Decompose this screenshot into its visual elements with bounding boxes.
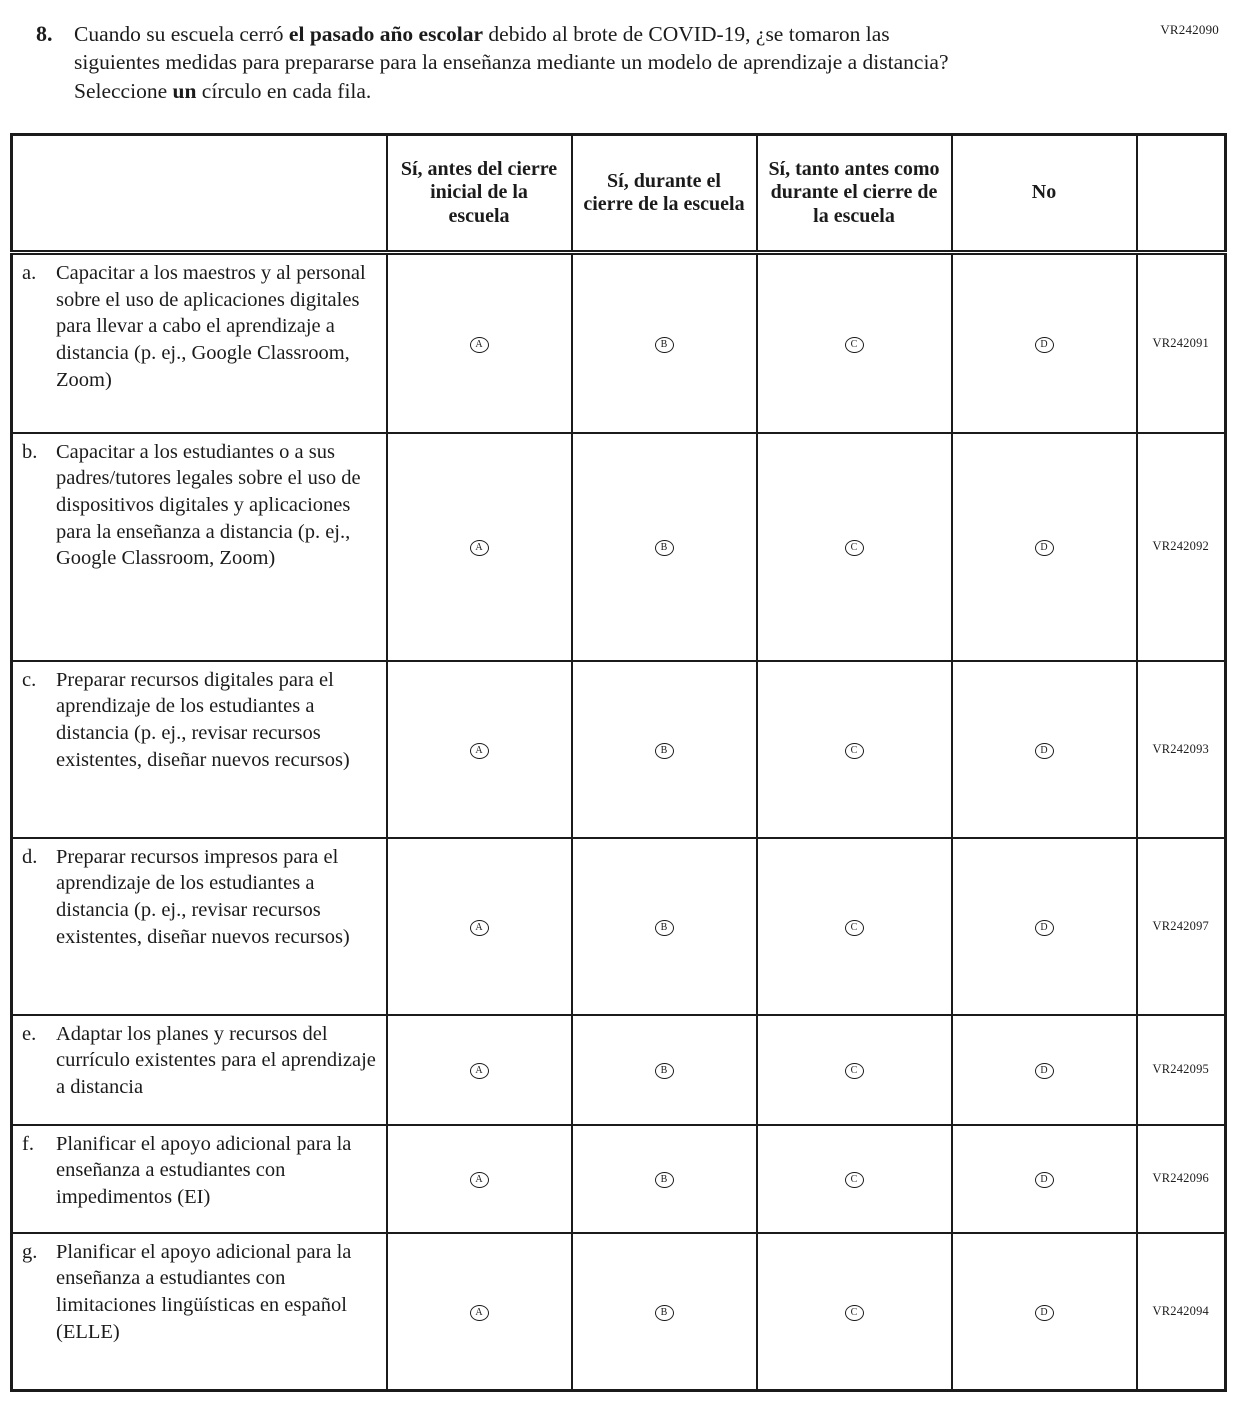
- option-cell: [952, 1125, 1137, 1233]
- row-code-cell: [1137, 1125, 1226, 1233]
- option-cell: [757, 433, 952, 661]
- row-code: VR242093: [1152, 741, 1209, 756]
- option-cell: [387, 661, 572, 838]
- option-bubble-a[interactable]: A: [470, 920, 489, 936]
- option-cell: [387, 1125, 572, 1233]
- row-code: VR242094: [1152, 1303, 1209, 1318]
- option-bubble-a[interactable]: A: [470, 1172, 489, 1188]
- row-code-cell: [1137, 1233, 1226, 1391]
- option-cell: [757, 1233, 952, 1391]
- row-label: Preparar recursos digitales para el aprendizaje de los estudiantes a distancia (p. ej., revisar recursos existentes, diseñar nuevos recursos): [56, 668, 350, 771]
- option-bubble-b[interactable]: B: [655, 1172, 674, 1188]
- row-code-cell: [1137, 253, 1226, 433]
- option-cell: [572, 253, 757, 433]
- table-row-d: [12, 838, 1226, 1015]
- row-label-cell: [12, 1125, 387, 1233]
- row-code-cell: [1137, 1015, 1226, 1125]
- option-bubble-c[interactable]: C: [845, 540, 864, 556]
- question-block: [36, 20, 1016, 105]
- option-cell: [387, 838, 572, 1015]
- row-label: Capacitar a los maestros y al personal sobre el uso de aplicaciones digitales para llevar a cabo el aprendizaje a distancia (p. ej., Google Classroom, Zoom): [56, 262, 366, 391]
- row-label-cell: [12, 1015, 387, 1125]
- table-row-g: [12, 1233, 1226, 1391]
- header-col-no: No: [952, 135, 1137, 253]
- option-cell: [387, 433, 572, 661]
- header-empty-code: [1137, 135, 1226, 253]
- option-bubble-d[interactable]: D: [1035, 743, 1054, 759]
- option-cell: [387, 1015, 572, 1125]
- option-bubble-a[interactable]: A: [470, 337, 489, 353]
- question-text: Cuando su escuela cerró el pasado año escolar debido al brote de COVID-19, ¿se tomaron las siguientes medidas para prepararse para la enseñanza mediante un modelo de aprendizaje a distancia? Seleccione un círculo en cada fila.: [74, 22, 949, 103]
- table-row-a: [12, 253, 1226, 433]
- option-cell: [952, 253, 1137, 433]
- row-label-cell: [12, 433, 387, 661]
- header-col-yes-before: Sí, antes del cierre inicial de la escuela: [387, 135, 572, 253]
- option-cell: [952, 1233, 1137, 1391]
- option-cell: [572, 661, 757, 838]
- row-label: Capacitar a los estudiantes o a sus padres/tutores legales sobre el uso de dispositivos digitales y aplicaciones para la enseñanza a distancia (p. ej., Google Classroom, Zoom): [56, 440, 361, 570]
- row-label-cell: [12, 253, 387, 433]
- row-letter: c.: [22, 668, 37, 691]
- option-bubble-b[interactable]: B: [655, 743, 674, 759]
- header-empty-label: [12, 135, 387, 253]
- option-bubble-b[interactable]: B: [655, 337, 674, 353]
- row-label: Adaptar los planes y recursos del currículo existentes para el aprendizaje a distancia: [56, 1022, 376, 1098]
- row-letter: d.: [22, 845, 38, 868]
- table-row-c: [12, 661, 1226, 838]
- row-letter: g.: [22, 1240, 38, 1263]
- table-row-e: [12, 1015, 1226, 1125]
- option-bubble-c[interactable]: C: [845, 1172, 864, 1188]
- header-col-yes-during: Sí, durante el cierre de la escuela: [572, 135, 757, 253]
- option-bubble-d[interactable]: D: [1035, 1172, 1054, 1188]
- row-code-cell: [1137, 838, 1226, 1015]
- table-row-b: [12, 433, 1226, 661]
- header-row: [12, 135, 1226, 253]
- row-label-cell: [12, 838, 387, 1015]
- option-cell: [757, 253, 952, 433]
- row-letter: f.: [22, 1132, 34, 1155]
- row-label-cell: [12, 1233, 387, 1391]
- option-bubble-c[interactable]: C: [845, 920, 864, 936]
- option-bubble-b[interactable]: B: [655, 540, 674, 556]
- option-bubble-a[interactable]: A: [470, 1305, 489, 1321]
- option-bubble-c[interactable]: C: [845, 743, 864, 759]
- option-cell: [572, 838, 757, 1015]
- question-number: 8.: [36, 21, 53, 46]
- row-code: VR242095: [1152, 1062, 1209, 1077]
- option-bubble-a[interactable]: A: [470, 1063, 489, 1079]
- option-bubble-b[interactable]: B: [655, 1063, 674, 1079]
- option-bubble-c[interactable]: C: [845, 337, 864, 353]
- option-cell: [757, 1015, 952, 1125]
- form-code-top: VR242090: [1160, 22, 1219, 37]
- option-cell: [572, 1125, 757, 1233]
- table-row-f: [12, 1125, 1226, 1233]
- option-bubble-c[interactable]: C: [845, 1063, 864, 1079]
- option-cell: [952, 1015, 1137, 1125]
- option-cell: [952, 838, 1137, 1015]
- option-cell: [757, 838, 952, 1015]
- option-bubble-a[interactable]: A: [470, 743, 489, 759]
- option-cell: [387, 253, 572, 433]
- row-label: Planificar el apoyo adicional para la enseñanza a estudiantes con limitaciones lingüísticas en español (ELLE): [56, 1240, 352, 1343]
- option-cell: [572, 1233, 757, 1391]
- option-bubble-d[interactable]: D: [1035, 1063, 1054, 1079]
- row-code: VR242096: [1152, 1171, 1209, 1186]
- option-cell: [757, 661, 952, 838]
- row-label-cell: [12, 661, 387, 838]
- row-code-cell: [1137, 433, 1226, 661]
- header-col-yes-both: Sí, tanto antes como durante el cierre de la escuela: [757, 135, 952, 253]
- option-bubble-a[interactable]: A: [470, 540, 489, 556]
- option-bubble-d[interactable]: D: [1035, 540, 1054, 556]
- row-code: VR242097: [1152, 918, 1209, 933]
- row-code: VR242091: [1152, 335, 1209, 350]
- option-bubble-d[interactable]: D: [1035, 337, 1054, 353]
- option-bubble-b[interactable]: B: [655, 920, 674, 936]
- row-label: Planificar el apoyo adicional para la enseñanza a estudiantes con impedimentos (EI): [56, 1132, 352, 1208]
- option-cell: [387, 1233, 572, 1391]
- option-cell: [757, 1125, 952, 1233]
- option-cell: [572, 433, 757, 661]
- option-cell: [952, 433, 1137, 661]
- row-letter: e.: [22, 1022, 37, 1045]
- option-bubble-d[interactable]: D: [1035, 1305, 1054, 1321]
- row-label: Preparar recursos impresos para el aprendizaje de los estudiantes a distancia (p. ej., revisar recursos existentes, diseñar nuevos recursos): [56, 845, 350, 948]
- row-letter: b.: [22, 440, 38, 463]
- option-bubble-c[interactable]: C: [845, 1305, 864, 1321]
- option-bubble-b[interactable]: B: [655, 1305, 674, 1321]
- option-cell: [572, 1015, 757, 1125]
- row-code-cell: [1137, 661, 1226, 838]
- option-cell: [952, 661, 1137, 838]
- option-bubble-d[interactable]: D: [1035, 920, 1054, 936]
- row-letter: a.: [22, 262, 37, 285]
- response-grid: [10, 133, 1227, 1392]
- row-code: VR242092: [1152, 539, 1209, 554]
